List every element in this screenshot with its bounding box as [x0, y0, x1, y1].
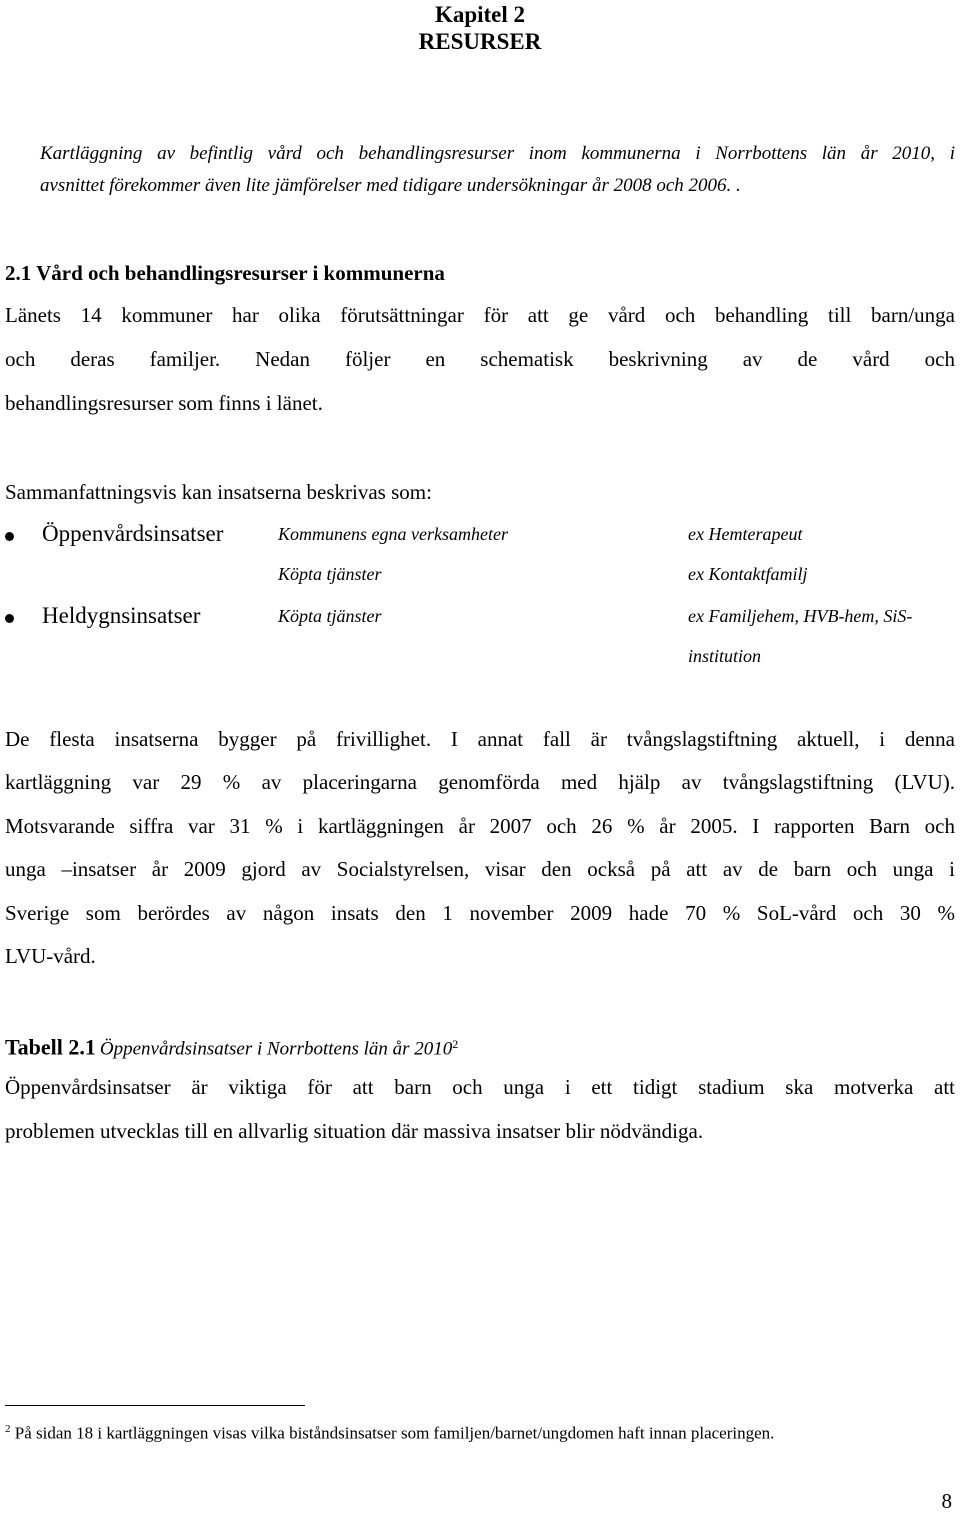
paragraph-1-line-1: Länets 14 kommuner har olika förutsättningar för att ge vård och behandling till barn/unga — [5, 303, 955, 327]
table-caption — [5, 1029, 458, 1065]
summary-example: ex Kontaktfamilj — [688, 564, 808, 584]
chapter-title: RESURSER — [418, 29, 542, 54]
paragraph-2-line-5: Sverige som berördes av någon insats den 1 november 2009 hade 70 % SoL-vård och 30 % — [5, 901, 955, 925]
footnote-number: 2 — [5, 1423, 11, 1435]
page-number: 8 — [941, 1489, 952, 1513]
paragraph-2-line-2: kartläggning var 29 % av placeringarna genomförda med hjälp av tvångslagstiftning (LVU). — [5, 770, 955, 794]
footnote-reference[interactable]: 2 — [452, 1037, 459, 1051]
footnote-text: På sidan 18 i kartläggningen visas vilka biståndsinsatser som familjen/barnet/ungdomen haft innan placeringen. — [14, 1423, 775, 1443]
summary-intro: Sammanfattningsvis kan insatserna beskrivas som: — [5, 480, 432, 504]
summary-label-open-care: Öppenvårdsinsatser — [42, 521, 224, 546]
paragraph-2-line-4: unga –insatser år 2009 gjord av Socialstyrelsen, visar den också på att av de barn och unga i — [5, 857, 955, 881]
paragraph-2-line-6: LVU-vård. — [5, 944, 96, 968]
summary-type: Köpta tjänster — [278, 564, 382, 584]
summary-example: ex Hemterapeut — [688, 524, 803, 544]
paragraph-2-line-1: De flesta insatserna bygger på frivillighet. I annat fall är tvångslagstiftning aktuell, i denna — [5, 727, 955, 751]
footnote-separator — [5, 1405, 305, 1406]
footnote — [5, 1417, 774, 1446]
paragraph-2-line-3: Motsvarande siffra var 31 % i kartläggningen år 2007 och 26 % år 2005. I rapporten Barn och — [5, 814, 955, 838]
bullet-icon — [5, 614, 14, 623]
summary-label-full-day-care: Heldygnsinsatser — [42, 603, 201, 628]
summary-type: Kommunens egna verksamheter — [278, 524, 508, 544]
paragraph-1-line-3: behandlingsresurser som finns i länet. — [5, 391, 323, 415]
bullet-icon — [5, 532, 14, 541]
table-caption-text: Öppenvårdsinsatser i Norrbottens län år 2010 — [99, 1038, 453, 1060]
chapter-number: Kapitel 2 — [434, 2, 526, 27]
intro-line-2: avsnittet förekommer även lite jämförelser med tidigare undersökningar år 2008 och 2006. . — [40, 175, 741, 196]
paragraph-1-line-2: och deras familjer. Nedan följer en schematisk beskrivning av de vård och — [5, 347, 955, 371]
table-label: Tabell 2.1 — [5, 1034, 96, 1060]
summary-example: ex Familjehem, HVB-hem, SiS- — [688, 606, 913, 626]
paragraph-3-line-2: problemen utvecklas till en allvarlig situation där massiva insatser blir nödvändiga. — [5, 1119, 704, 1143]
summary-type: Köpta tjänster — [278, 606, 382, 626]
summary-example-continued: institution — [688, 646, 762, 666]
intro-line-1: Kartläggning av befintlig vård och behandlingsresurser inom kommunerna i Norrbottens län år 2010, i — [40, 143, 955, 164]
section-heading: 2.1 Vård och behandlingsresurser i kommunerna — [5, 261, 445, 285]
paragraph-3-line-1: Öppenvårdsinsatser är viktiga för att barn och unga i ett tidigt stadium ska motverka att — [5, 1075, 955, 1099]
